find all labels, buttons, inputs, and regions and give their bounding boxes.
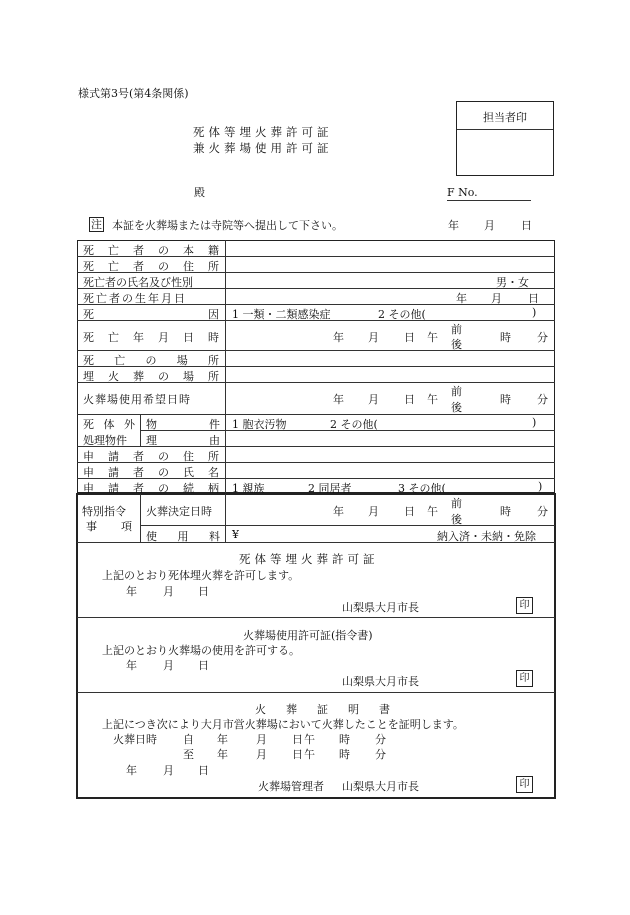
cert-day: 日 [198, 764, 209, 777]
row-label-name-sex: 死亡者の氏名及び性別 [83, 276, 193, 289]
cert-to: 至 [183, 748, 194, 761]
header-date-month: 月 [484, 219, 495, 232]
desired-day: 日 [404, 393, 415, 406]
special-label-2: 事 項 [86, 520, 132, 533]
serial-label: F No. [447, 186, 478, 199]
cert-year: 年 [126, 764, 137, 777]
header-date-year: 年 [448, 219, 459, 232]
cert-to-am: 午 [304, 748, 315, 761]
birth-year: 年 [456, 292, 467, 305]
cert-month: 月 [163, 764, 174, 777]
row-label-domicile: 死 亡 者 の 本 籍 [83, 244, 219, 257]
row-label-burial-place: 埋 火 葬 の 場 所 [83, 370, 219, 383]
permit1-text: 上記のとおり死体埋火葬を許可します。 [102, 569, 300, 582]
death-minute: 分 [537, 331, 548, 344]
row-label-reason: 理 由 [146, 434, 220, 447]
stamp-box [456, 101, 554, 176]
desired-month: 月 [368, 393, 379, 406]
permit1-issuer: 山梨県大月市長 [342, 601, 419, 614]
death-after: 後 [451, 338, 462, 351]
desired-hour: 時 [500, 393, 511, 406]
cert-text: 上記につき次により大月市営火葬場において火葬したことを証明します。 [102, 718, 464, 731]
permit2-year: 年 [126, 659, 137, 672]
desired-year: 年 [333, 393, 344, 406]
fee-status: 納入済・未納・免除 [437, 530, 536, 543]
cert-seal: 印 [516, 776, 533, 793]
cert-from: 自 [183, 733, 194, 746]
decided-before: 前 [451, 497, 462, 510]
item-close-paren: ) [532, 416, 537, 429]
title-line-2: 兼火葬場使用許可証 [193, 141, 333, 155]
desired-before: 前 [451, 385, 462, 398]
cert-from-year: 年 [217, 733, 228, 746]
permit2-month: 月 [163, 659, 174, 672]
note-text: 本証を火葬場または寺院等へ提出して下さい。 [112, 219, 343, 232]
desired-after: 後 [451, 401, 462, 414]
title-line-1: 死体等埋火葬許可証 [193, 125, 333, 139]
cert-from-minute: 分 [375, 733, 386, 746]
death-year: 年 [333, 331, 344, 344]
death-before: 前 [451, 323, 462, 336]
death-am: 午 [427, 331, 438, 344]
cert-issuer: 山梨県大月市長 [342, 780, 419, 793]
special-label-1: 特別指令 [82, 505, 126, 518]
cert-from-am: 午 [304, 733, 315, 746]
permit1-year: 年 [126, 585, 137, 598]
decided-hour: 時 [500, 505, 511, 518]
permit1-day: 日 [198, 585, 209, 598]
decided-minute: 分 [537, 505, 548, 518]
cause-close-paren: ) [532, 306, 537, 319]
cert-from-hour: 時 [339, 733, 350, 746]
cert-to-year: 年 [217, 748, 228, 761]
cert-to-hour: 時 [339, 748, 350, 761]
cert-from-day: 日 [292, 733, 303, 746]
decided-year: 年 [333, 505, 344, 518]
row-label-cause: 死 因 [83, 308, 219, 321]
birth-day: 日 [528, 292, 539, 305]
stamp-label: 担当者印 [483, 111, 527, 124]
relation-option-2: 2 同居者 [308, 482, 352, 495]
death-day: 日 [404, 331, 415, 344]
permit2-day: 日 [198, 659, 209, 672]
decided-after: 後 [451, 513, 462, 526]
other-group-label-1: 死 体 外 [83, 418, 135, 431]
permit2-title: 火葬場使用許可証(指令書) [243, 629, 373, 642]
cert-title: 火葬証明書 [255, 703, 410, 716]
permit2-seal: 印 [516, 670, 533, 687]
row-label-applicant-address: 申 請 者 の 住 所 [83, 450, 219, 463]
row-label-death-place: 死 亡 の 場 所 [83, 354, 219, 367]
cert-datetime-label: 火葬日時 [113, 733, 157, 746]
row-label-item: 物 件 [146, 418, 220, 431]
decided-am: 午 [427, 505, 438, 518]
death-hour: 時 [500, 331, 511, 344]
cert-to-day: 日 [292, 748, 303, 761]
decided-day: 日 [404, 505, 415, 518]
row-label-applicant-relation: 申 請 者 の 続 柄 [83, 482, 219, 495]
relation-close-paren: ) [538, 480, 543, 493]
header-date-day: 日 [521, 219, 532, 232]
sex-options: 男・女 [496, 276, 529, 289]
relation-option-3: 3 その他( [398, 482, 446, 495]
death-month: 月 [368, 331, 379, 344]
cert-to-month: 月 [256, 748, 267, 761]
cert-to-minute: 分 [375, 748, 386, 761]
item-option-2: 2 その他( [330, 418, 378, 431]
row-label-desired-time: 火葬場使用希望日時 [83, 393, 191, 406]
permit1-title: 死体等埋火葬許可証 [239, 552, 379, 566]
decided-month: 月 [368, 505, 379, 518]
permit1-month: 月 [163, 585, 174, 598]
cause-option-1: 1 一類・二類感染症 [232, 308, 331, 321]
permit1-seal: 印 [516, 597, 533, 614]
cause-option-2: 2 その他( [378, 308, 426, 321]
other-group-label-2: 処理物件 [83, 434, 127, 447]
serial-underline [447, 200, 531, 201]
fee-yen: ¥ [232, 528, 239, 541]
cert-manager: 火葬場管理者 [258, 780, 324, 793]
fee-label: 使 用 料 [146, 530, 220, 543]
desired-minute: 分 [537, 393, 548, 406]
form-number: 様式第3号(第4条関係) [78, 87, 189, 100]
row-label-applicant-name: 申 請 者 の 氏 名 [83, 466, 219, 479]
birth-month: 月 [491, 292, 502, 305]
desired-am: 午 [427, 393, 438, 406]
permit2-issuer: 山梨県大月市長 [342, 675, 419, 688]
row-label-death-time: 死 亡 年 月 日 時 [83, 331, 219, 344]
cert-from-month: 月 [256, 733, 267, 746]
addressee-suffix: 殿 [194, 186, 205, 199]
item-option-1: 1 胞衣汚物 [232, 418, 287, 431]
permit2-text: 上記のとおり火葬場の使用を許可する。 [102, 644, 300, 657]
decided-time-label: 火葬決定日時 [146, 505, 212, 518]
relation-option-1: 1 親族 [232, 482, 265, 495]
note-mark: 注 [91, 218, 102, 231]
row-label-address: 死 亡 者 の 住 所 [83, 260, 219, 273]
row-label-birth: 死亡者の生年月日 [83, 292, 187, 305]
